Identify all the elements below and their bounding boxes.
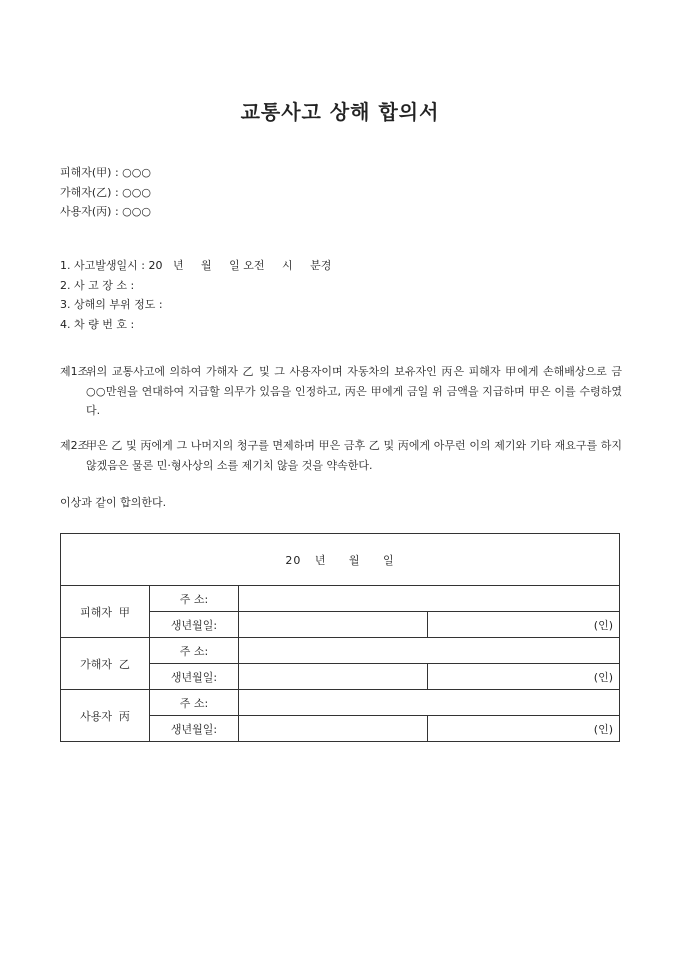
employer-seal[interactable]: (인)	[428, 716, 620, 742]
birth-label: 생년월일:	[150, 716, 239, 742]
employer-birth-field[interactable]	[239, 716, 428, 742]
agreement-date: 20 년 월 일	[61, 534, 620, 586]
offender-birth-field[interactable]	[239, 664, 428, 690]
accident-items	[60, 256, 331, 334]
party-offender	[60, 183, 151, 203]
party-victim	[60, 163, 151, 183]
offender-address-field[interactable]	[239, 638, 620, 664]
party-value: ○○○	[122, 185, 151, 199]
clause-number: 제2조	[60, 439, 89, 452]
parties-block	[60, 163, 151, 222]
item-label: 1. 사고발생일시 :	[60, 259, 145, 272]
item-label: 2. 사 고 장 소 :	[60, 278, 135, 292]
employer-address-field[interactable]	[239, 690, 620, 716]
clause-1	[60, 362, 622, 421]
victim-address-field[interactable]	[239, 586, 620, 612]
item-label: 3. 상해의 부위 정도 :	[60, 298, 163, 311]
address-label: 주 소:	[150, 586, 239, 612]
item-injury	[60, 295, 331, 315]
clause-text: 甲은 乙 및 丙에게 그 나머지의 청구를 면제하며 甲은 금후 乙 및 丙에게 아무런 이의 제기와 기타 재요구를 하지 않겠음은 물론 민·형사상의 소를 제기치 않을 것을 약속한다.	[86, 439, 622, 472]
party-employer	[60, 202, 151, 222]
item-label: 4. 차 량 번 호 :	[60, 317, 135, 331]
party-label: 피해자(甲) :	[60, 166, 119, 179]
address-label: 주 소:	[150, 638, 239, 664]
clause-number: 제1조	[60, 365, 89, 378]
address-label: 주 소:	[150, 690, 239, 716]
party-value: ○○○	[122, 166, 151, 179]
item-location	[60, 276, 331, 296]
item-vehicle	[60, 315, 331, 335]
signature-table	[60, 533, 620, 742]
party-employer-cell: 사용자 丙	[61, 690, 150, 742]
item-value: 20 년 월 일 오전 시 분경	[148, 259, 332, 272]
clause-text: 위의 교통사고에 의하여 가해자 乙 및 그 사용자이며 자동차의 보유자인 丙은 피해자 甲에게 손해배상으로 금 ○○만원을 연대하여 지급할 의무가 있음을 인정하고, 丙은 甲에게 금일 위 금액을 지급하며 甲은 이를 수령하였다.	[86, 365, 622, 417]
victim-birth-field[interactable]	[239, 612, 428, 638]
birth-label: 생년월일:	[150, 612, 239, 638]
party-label: 가해자(乙) :	[60, 185, 119, 199]
party-label: 사용자(丙) :	[60, 205, 119, 218]
item-datetime	[60, 256, 331, 276]
victim-seal[interactable]: (인)	[428, 612, 620, 638]
birth-label: 생년월일:	[150, 664, 239, 690]
document-title: 교통사고 상해 합의서	[240, 100, 440, 124]
party-value: ○○○	[122, 205, 151, 218]
party-victim-cell: 피해자 甲	[61, 586, 150, 638]
offender-seal[interactable]: (인)	[428, 664, 620, 690]
closing-statement: 이상과 같이 합의한다.	[60, 496, 167, 509]
party-offender-cell: 가해자 乙	[61, 638, 150, 690]
clause-2	[60, 436, 622, 475]
